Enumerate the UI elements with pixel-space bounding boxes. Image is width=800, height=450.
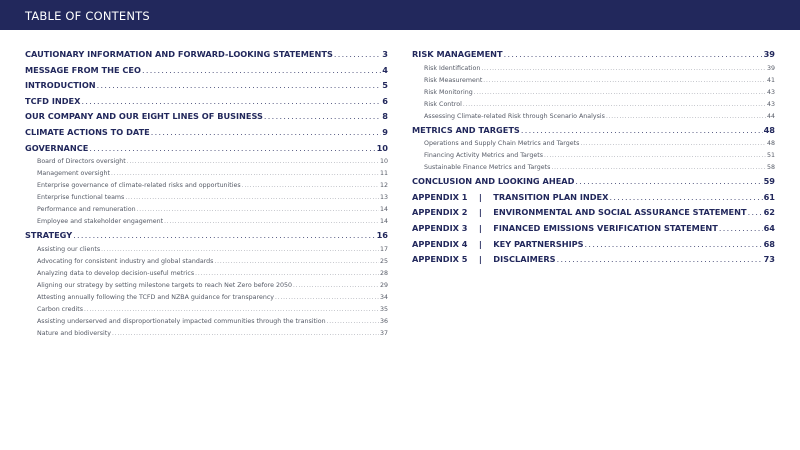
dot-leader xyxy=(585,237,763,253)
toc-subsection-performance-and-remuneration[interactable] xyxy=(25,204,388,216)
toc-section-conclusion-and-looking-ahead[interactable] xyxy=(412,174,775,190)
toc-page-number: 44 xyxy=(766,112,775,120)
toc-page-number: 11 xyxy=(379,170,388,178)
toc-section-governance[interactable] xyxy=(25,141,388,157)
toc-subsection-enterprise-governance-of-climate-related-risks-a[interactable] xyxy=(25,180,388,192)
toc-page-number: 59 xyxy=(763,176,775,187)
toc-page-number: 17 xyxy=(379,245,388,253)
toc-entry-title: METRICS AND TARGETS xyxy=(412,124,520,135)
toc-section-climate-actions-to-date[interactable] xyxy=(25,125,388,141)
dot-leader xyxy=(151,125,382,141)
dot-leader xyxy=(504,47,763,63)
toc-left-column xyxy=(25,47,388,340)
dot-leader xyxy=(81,94,381,110)
toc-page-number: 64 xyxy=(763,222,775,233)
toc-entry-title: STRATEGY xyxy=(25,230,73,241)
toc-entry-title: APPENDIX 4 | KEY PARTNERSHIPS xyxy=(412,238,584,249)
dot-leader xyxy=(463,99,766,111)
toc-header-bar xyxy=(0,0,800,30)
dot-leader xyxy=(575,174,762,190)
toc-right-column xyxy=(412,47,775,268)
dot-leader xyxy=(195,268,379,280)
toc-entry-title: Carbon credits xyxy=(37,305,83,313)
dot-leader xyxy=(609,190,762,206)
toc-section-message-from-the-ceo[interactable] xyxy=(25,63,388,79)
dot-leader xyxy=(137,204,379,216)
dot-leader xyxy=(483,75,766,87)
dot-leader xyxy=(580,138,766,150)
toc-page-number: 10 xyxy=(376,142,388,153)
toc-section-introduction[interactable] xyxy=(25,78,388,94)
toc-subsection-aligning-our-strategy-by-setting-milestone-targe[interactable] xyxy=(25,280,388,292)
toc-subsection-risk-identification[interactable] xyxy=(412,63,775,75)
dot-leader xyxy=(327,316,379,328)
toc-page-number: 62 xyxy=(763,207,775,218)
toc-entry-title: Advocating for consistent industry and global standards xyxy=(37,257,214,265)
toc-page-number: 9 xyxy=(382,126,388,137)
toc-entry-title: Operations and Supply Chain Metrics and Targets xyxy=(424,140,580,148)
toc-entry-title: Risk Identification xyxy=(424,64,481,72)
toc-page-number: 12 xyxy=(379,182,388,190)
toc-page-number: 73 xyxy=(763,254,775,265)
dot-leader xyxy=(521,123,763,139)
toc-page-number: 14 xyxy=(379,218,388,226)
toc-entry-title: APPENDIX 1 | TRANSITION PLAN INDEX xyxy=(412,191,609,202)
dot-leader xyxy=(748,205,763,221)
toc-entry-title: RISK MANAGEMENT xyxy=(412,49,503,59)
toc-entry-title: APPENDIX 3 | FINANCED EMISSIONS VERIFICATION STATEMENT xyxy=(412,222,718,233)
toc-page-number: 68 xyxy=(763,238,775,249)
toc-page-number: 25 xyxy=(379,257,388,265)
toc-section-appendix-3-financed-emissions-verification-state[interactable] xyxy=(412,221,775,237)
toc-entry-title: Board of Directors oversight xyxy=(37,158,126,166)
dot-leader xyxy=(112,328,379,340)
toc-page-number: 13 xyxy=(379,194,388,202)
dot-leader xyxy=(264,109,381,125)
toc-page-number: 4 xyxy=(382,64,388,75)
toc-subsection-financing-activity-metrics-and-targets[interactable] xyxy=(412,150,775,162)
toc-entry-title: Risk Monitoring xyxy=(424,88,473,96)
toc-section-appendix-5-disclaimers[interactable] xyxy=(412,252,775,268)
toc-section-risk-management[interactable] xyxy=(412,47,775,63)
toc-subsection-analyzing-data-to-develop-decision-useful-metric[interactable] xyxy=(25,268,388,280)
dot-leader xyxy=(474,87,766,99)
toc-section-metrics-and-targets[interactable] xyxy=(412,123,775,139)
toc-entry-title: TCFD INDEX xyxy=(25,95,81,106)
toc-entry-title: APPENDIX 2 | ENVIRONMENTAL AND SOCIAL ASSURANCE STATEMENT xyxy=(412,207,747,218)
toc-page-number: 3 xyxy=(382,49,388,59)
dot-leader xyxy=(164,216,379,228)
toc-page-number: 5 xyxy=(382,80,388,91)
toc-subsection-risk-control[interactable] xyxy=(412,99,775,111)
toc-subsection-employee-and-stakeholder-engagement[interactable] xyxy=(25,216,388,228)
toc-entry-title: MESSAGE FROM THE CEO xyxy=(25,64,141,75)
page-title: TABLE OF CONTENTS xyxy=(25,9,150,23)
toc-entry-title: CAUTIONARY INFORMATION AND FORWARD-LOOKING STATEMENTS xyxy=(25,49,333,59)
toc-entry-title: OUR COMPANY AND OUR EIGHT LINES OF BUSINESS xyxy=(25,111,263,122)
dot-leader xyxy=(293,280,379,292)
toc-entry-title: Financing Activity Metrics and Targets xyxy=(424,152,543,160)
toc-entry-title: Performance and remuneration xyxy=(37,206,136,214)
toc-entry-title: Aligning our strategy by setting milestone targets to reach Net Zero before 2050 xyxy=(37,281,292,289)
dot-leader xyxy=(142,63,381,79)
toc-page-number: 36 xyxy=(379,317,388,325)
toc-page-number: 10 xyxy=(379,158,388,166)
toc-page-number: 48 xyxy=(763,124,775,135)
toc-entry-title: Analyzing data to develop decision-useful metrics xyxy=(37,269,195,277)
dot-leader xyxy=(73,228,375,244)
dot-leader xyxy=(111,168,379,180)
dot-leader xyxy=(606,111,766,123)
toc-subsection-assessing-climate-related-risk-through-scenario-[interactable] xyxy=(412,111,775,123)
dot-leader xyxy=(214,256,379,268)
toc-page-number: 61 xyxy=(763,191,775,202)
toc-entry-title: Assisting underserved and disproportionately impacted communities through the transition xyxy=(37,317,326,325)
toc-page-number: 16 xyxy=(376,230,388,241)
toc-page-number: 58 xyxy=(766,164,775,172)
toc-page-number: 28 xyxy=(379,269,388,277)
dot-leader xyxy=(127,156,379,168)
toc-subsection-board-of-directors-oversight[interactable] xyxy=(25,156,388,168)
toc-entry-title: Risk Control xyxy=(424,100,462,108)
toc-subsection-management-oversight[interactable] xyxy=(25,168,388,180)
toc-entry-title: Enterprise governance of climate-related risks and opportunities xyxy=(37,182,241,190)
dot-leader xyxy=(242,180,379,192)
toc-page-number: 6 xyxy=(382,95,388,106)
toc-subsection-risk-monitoring[interactable] xyxy=(412,87,775,99)
toc-page-number: 37 xyxy=(379,329,388,337)
toc-subsection-attesting-annually-following-the-tcfd-and-nzba-g[interactable] xyxy=(25,292,388,304)
toc-entry-title: Management oversight xyxy=(37,170,111,178)
toc-entry-title: Assessing Climate-related Risk through Scenario Analysis xyxy=(424,112,605,120)
toc-entry-title: CLIMATE ACTIONS TO DATE xyxy=(25,126,150,137)
toc-page-number: 29 xyxy=(379,281,388,289)
toc-subsection-sustainable-finance-metrics-and-targets[interactable] xyxy=(412,162,775,174)
toc-section-strategy[interactable] xyxy=(25,228,388,244)
toc-entry-title: GOVERNANCE xyxy=(25,142,89,153)
dot-leader xyxy=(481,63,766,75)
toc-page-number: 41 xyxy=(766,76,775,84)
toc-subsection-assisting-underserved-and-disproportionately-imp[interactable] xyxy=(25,316,388,328)
toc-page-number: 43 xyxy=(766,88,775,96)
toc-section-our-company-and-our-eight-lines-of-business[interactable] xyxy=(25,109,388,125)
toc-page-number: 39 xyxy=(763,49,775,59)
toc-entry-title: Risk Measurement xyxy=(424,76,483,84)
toc-subsection-enterprise-functional-teams[interactable] xyxy=(25,192,388,204)
toc-section-cautionary-information-and-forward-looking-state[interactable] xyxy=(25,47,388,63)
toc-entry-title: Enterprise functional teams xyxy=(37,194,125,202)
toc-subsection-advocating-for-consistent-industry-and-global-st[interactable] xyxy=(25,256,388,268)
toc-entry-title: CONCLUSION AND LOOKING AHEAD xyxy=(412,176,575,187)
toc-page-number: 8 xyxy=(382,111,388,122)
dot-leader xyxy=(551,162,766,174)
toc-page-number: 48 xyxy=(766,140,775,148)
dot-leader xyxy=(97,78,382,94)
toc-page-number: 34 xyxy=(379,293,388,301)
toc-entry-title: Assisting our clients xyxy=(37,245,101,253)
toc-subsection-risk-measurement[interactable] xyxy=(412,75,775,87)
toc-page-number: 14 xyxy=(379,206,388,214)
dot-leader xyxy=(89,141,375,157)
toc-subsection-nature-and-biodiversity[interactable] xyxy=(25,328,388,340)
dot-leader xyxy=(719,221,763,237)
toc-page-number: 43 xyxy=(766,100,775,108)
toc-entry-title: Employee and stakeholder engagement xyxy=(37,218,164,226)
toc-page-number: 51 xyxy=(766,152,775,160)
dot-leader xyxy=(125,192,379,204)
toc-entry-title: Attesting annually following the TCFD and NZBA guidance for transparency xyxy=(37,293,275,301)
dot-leader xyxy=(557,252,763,268)
toc-section-tcfd-index[interactable] xyxy=(25,94,388,110)
toc-entry-title: APPENDIX 5 | DISCLAIMERS xyxy=(412,254,556,265)
toc-entry-title: Sustainable Finance Metrics and Targets xyxy=(424,164,551,172)
dot-leader xyxy=(334,47,381,63)
toc-section-appendix-1-transition-plan-index[interactable] xyxy=(412,190,775,206)
toc-subsection-carbon-credits[interactable] xyxy=(25,304,388,316)
dot-leader xyxy=(275,292,379,304)
dot-leader xyxy=(101,244,379,256)
toc-section-appendix-2-environmental-and-social-assurance-st[interactable] xyxy=(412,205,775,221)
toc-subsection-operations-and-supply-chain-metrics-and-targets[interactable] xyxy=(412,138,775,150)
toc-page-number: 39 xyxy=(766,64,775,72)
toc-subsection-assisting-our-clients[interactable] xyxy=(25,244,388,256)
toc-page-number: 35 xyxy=(379,305,388,313)
toc-entry-title: Nature and biodiversity xyxy=(37,329,111,337)
dot-leader xyxy=(544,150,766,162)
dot-leader xyxy=(84,304,379,316)
toc-section-appendix-4-key-partnerships[interactable] xyxy=(412,237,775,253)
toc-entry-title: INTRODUCTION xyxy=(25,80,96,91)
